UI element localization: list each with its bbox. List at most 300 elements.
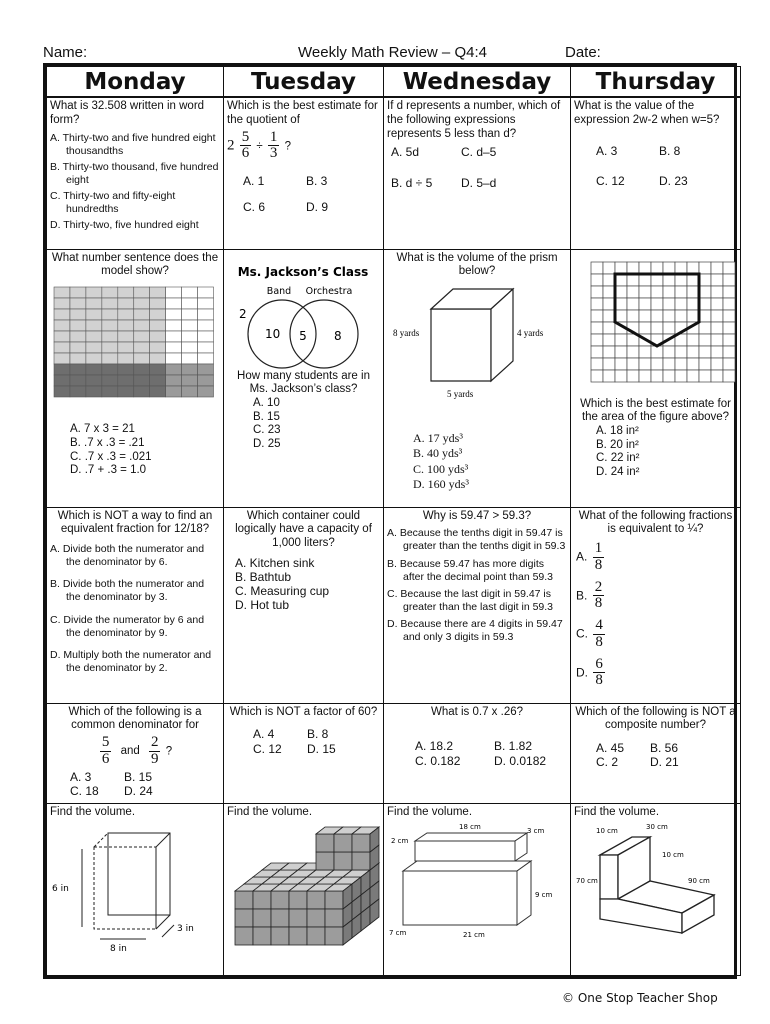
grid-cell <box>651 274 663 286</box>
grid-cell <box>651 370 663 382</box>
grid-cell <box>134 320 150 331</box>
grid-cell <box>591 358 603 370</box>
grid-cell <box>711 322 723 334</box>
grid-cell <box>603 298 615 310</box>
question: Why is 59.47 > 59.3? <box>422 509 532 522</box>
grid-cell <box>675 358 687 370</box>
grid-cell <box>639 310 651 322</box>
grid-cell <box>150 375 166 386</box>
cube-front <box>325 909 343 927</box>
grid-cell <box>615 286 627 298</box>
prompt: Find the volume. <box>387 805 473 818</box>
grid-cell <box>86 353 102 364</box>
option-a: A. Because the tenths digit in 59.47 is greater than the tenths digit in 59.3 <box>387 527 566 553</box>
option-b: B. Because 59.47 has more digits after the decimal point than 59.3 <box>387 557 554 583</box>
option-b: B. Thirty-two thousand, five hundred eight <box>50 160 219 186</box>
grid-cell <box>150 298 166 309</box>
cube-front <box>316 852 334 870</box>
grid-cell <box>166 287 182 298</box>
grid-cell <box>723 262 735 274</box>
grid-cell <box>687 298 699 310</box>
grid-cell <box>591 346 603 358</box>
option-a: A. 45 <box>596 741 625 756</box>
cube-front <box>253 927 271 945</box>
cube-front <box>307 891 325 909</box>
grid-cell <box>118 287 134 298</box>
cube-front <box>316 834 334 852</box>
option-b: B. 8 <box>659 143 681 158</box>
dim-right: 4 yards <box>517 328 544 339</box>
option-b: B. 1.82 <box>494 739 533 754</box>
option-c: C. 22 in² <box>596 452 640 465</box>
day-thursday: Thursday <box>571 67 741 98</box>
cell-tue-4 <box>224 703 384 803</box>
grid-cell <box>166 353 182 364</box>
option-b: B. Divide both the numerator and the denominator by 3. <box>50 578 205 604</box>
option-d: D. .7 + .3 = 1.0 <box>70 464 147 477</box>
grid-cell <box>54 287 70 298</box>
option-d: D. Thirty-two, five hundred eight <box>50 219 199 232</box>
grid-cell <box>711 358 723 370</box>
question: What is 32.508 written in word form? <box>50 100 205 126</box>
grid-cell <box>182 353 198 364</box>
grid-cell <box>182 287 198 298</box>
grid-cell <box>615 274 627 286</box>
option-a: A. 18.2 <box>415 739 454 754</box>
grid-cell <box>699 358 711 370</box>
grid-cell <box>639 358 651 370</box>
grid-cell <box>723 370 735 382</box>
option-d: D. 9 <box>306 200 329 215</box>
cell-mon-3 <box>47 507 224 703</box>
grid-cell <box>723 298 735 310</box>
grid-cell <box>166 375 182 386</box>
cell-thu-4 <box>571 703 741 803</box>
grid-cell <box>54 375 70 386</box>
grid-cell <box>663 274 675 286</box>
cube-back <box>94 847 156 929</box>
grid-cell <box>639 262 651 274</box>
whole-number: 2 <box>227 136 235 153</box>
cube-edge <box>156 915 170 929</box>
grid-cell <box>651 322 663 334</box>
decimal-grid-model <box>50 285 218 401</box>
grid-cell <box>198 342 214 353</box>
grid-cell <box>166 298 182 309</box>
option-d: D. Hot tub <box>235 598 290 613</box>
dim-b: 30 cm <box>646 823 668 832</box>
grid-cell <box>615 298 627 310</box>
grid-cell <box>182 386 198 397</box>
grid-cell <box>166 342 182 353</box>
question: Which of the following is a common denominator for <box>68 705 202 732</box>
grid-cell <box>70 375 86 386</box>
grid-cell <box>687 370 699 382</box>
option-a: A. 7 x 3 = 21 <box>70 423 135 436</box>
grid-cell <box>54 386 70 397</box>
venn-diagram <box>227 256 379 366</box>
grid-cell <box>687 334 699 346</box>
grid-cell <box>675 286 687 298</box>
option-d: D. 0.0182 <box>494 753 547 768</box>
cube-front <box>325 891 343 909</box>
option-a: A. Kitchen sink <box>235 555 315 570</box>
grid-cell <box>591 298 603 310</box>
grid-cell <box>102 309 118 320</box>
grid-cell <box>699 322 711 334</box>
dim-a: 10 cm <box>596 827 618 836</box>
grid-cell <box>651 286 663 298</box>
option-a: A. 17 yds³ <box>413 431 463 446</box>
grid-cell <box>134 331 150 342</box>
grid-cell <box>711 346 723 358</box>
grid-cell <box>134 386 150 397</box>
grid-cell <box>118 309 134 320</box>
date-label: Date: <box>565 44 601 61</box>
grid-cell <box>70 342 86 353</box>
prompt: Find the volume. <box>227 805 313 818</box>
option-b: B. 56 <box>650 741 679 756</box>
grid-cell <box>687 274 699 286</box>
dim-bottom-length: 21 cm <box>463 931 485 940</box>
option-a: A. 3 <box>70 769 92 784</box>
grid-cell <box>615 358 627 370</box>
question: Which is NOT a factor of 60? <box>229 705 378 718</box>
grid-cell <box>86 342 102 353</box>
grid-cell <box>70 364 86 375</box>
grid-cell <box>118 331 134 342</box>
grid-cell <box>134 342 150 353</box>
cube-front <box>271 927 289 945</box>
option-b: B. Bathtub <box>235 570 292 585</box>
grid-cell <box>118 375 134 386</box>
grid-cell <box>663 346 675 358</box>
prism-front <box>431 309 491 381</box>
dim-width: 8 in <box>110 944 127 955</box>
option-c: C. 12 <box>596 173 625 188</box>
option-a: A. 10 <box>253 397 280 410</box>
grid-cell <box>70 287 86 298</box>
worksheet-grid <box>43 63 737 979</box>
cell-wed-2 <box>384 249 571 507</box>
prompt: Find the volume. <box>574 805 660 818</box>
grid-cell <box>54 331 70 342</box>
dim-bottom-width: 7 cm <box>389 929 407 938</box>
grid-cell <box>603 322 615 334</box>
grid-cell <box>723 310 735 322</box>
grid-cell <box>723 322 735 334</box>
question: Which is the best estimate for the area of the figure above? <box>580 397 731 424</box>
top-prism-front <box>415 841 515 861</box>
option-b: B. $\frac{2}{8}$ <box>576 578 603 612</box>
question: What is 0.7 x .26? <box>430 705 524 718</box>
venn-title: Ms. Jackson’s Class <box>237 264 369 279</box>
grid-cell <box>166 364 182 375</box>
question: Which container could logically have a capacity of 1,000 liters? <box>235 509 372 550</box>
option-c: C. 100 yds³ <box>413 461 469 476</box>
grid-cell <box>687 346 699 358</box>
option-c: C. $\frac{4}{8}$ <box>576 617 603 650</box>
grid-cell <box>198 386 214 397</box>
grid-cell <box>54 353 70 364</box>
option-a: A. 18 in² <box>596 425 639 438</box>
grid-cell <box>675 310 687 322</box>
cube-front <box>253 909 271 927</box>
grid-cell <box>675 298 687 310</box>
grid-cell <box>150 287 166 298</box>
grid-cell <box>198 375 214 386</box>
stacked-prisms-figure <box>387 821 567 951</box>
cube-front <box>289 891 307 909</box>
option-d: D. 24 <box>124 783 153 798</box>
cell-thu-3 <box>571 507 741 703</box>
option-a: A. Thirty-two and five hundred eight thousandths <box>50 131 216 157</box>
grid-cell <box>102 287 118 298</box>
cell-tue-3 <box>224 507 384 703</box>
grid-cell <box>723 334 735 346</box>
option-d: D. 23 <box>659 173 688 188</box>
grid-cell <box>711 298 723 310</box>
cube-front <box>334 852 352 870</box>
grid-cell <box>591 262 603 274</box>
grid-cell <box>651 310 663 322</box>
grid-cell <box>70 386 86 397</box>
grid-cell <box>198 364 214 375</box>
dim-height: 6 in <box>52 884 69 895</box>
day-wednesday: Wednesday <box>384 67 571 98</box>
grid-cell <box>182 364 198 375</box>
grid-cell <box>182 309 198 320</box>
grid-cell <box>639 286 651 298</box>
venn-middle: 5 <box>299 328 307 343</box>
grid-cell <box>639 274 651 286</box>
grid-cell <box>86 386 102 397</box>
operator: ÷ <box>256 139 263 152</box>
grid-cell <box>639 370 651 382</box>
grid-cell <box>603 346 615 358</box>
cell-wed-5 <box>384 803 571 976</box>
grid-cell <box>639 322 651 334</box>
grid-cell <box>182 320 198 331</box>
grid-cell <box>86 375 102 386</box>
grid-cell <box>699 274 711 286</box>
dim-len: 90 cm <box>688 877 710 886</box>
l-front-upper <box>600 855 618 899</box>
option-b: B. 3 <box>306 174 328 189</box>
option-c: C. 0.182 <box>415 753 461 768</box>
dim-h: 70 cm <box>576 877 598 886</box>
grid-cell <box>711 370 723 382</box>
grid-cell <box>663 262 675 274</box>
cell-mon-2 <box>47 249 224 507</box>
grid-cell <box>603 262 615 274</box>
venn-label-band: Band <box>266 285 292 297</box>
grid-cell <box>687 262 699 274</box>
grid-cell <box>70 309 86 320</box>
option-c: C. 6 <box>243 200 266 215</box>
grid-cell <box>615 262 627 274</box>
grid-cell <box>711 286 723 298</box>
grid-cell <box>102 375 118 386</box>
grid-cell <box>102 353 118 364</box>
grid-cell <box>627 358 639 370</box>
grid-cell <box>182 342 198 353</box>
cube-front <box>352 852 370 870</box>
cube-front <box>235 891 253 909</box>
cube-front <box>307 927 325 945</box>
l-shape-prism-figure <box>574 821 738 951</box>
option-a: A. Divide both the numerator and the denominator by 6. <box>50 543 205 569</box>
cube-front <box>235 927 253 945</box>
option-d: D. 160 yds³ <box>413 477 469 492</box>
cube-front <box>235 909 253 927</box>
grid-cell <box>134 309 150 320</box>
option-d: D. 15 <box>307 741 336 756</box>
option-c: C. d–5 <box>461 145 497 160</box>
grid-cell <box>591 370 603 382</box>
question: Which is NOT a way to find an equivalent fraction for 12/18? <box>57 509 213 536</box>
grid-cell <box>150 309 166 320</box>
cube-front <box>352 834 370 852</box>
grid-cell <box>86 309 102 320</box>
grid-cell <box>699 310 711 322</box>
option-c: C. Thirty-two and fifty-eight hundredths <box>50 190 176 216</box>
day-tuesday: Tuesday <box>224 67 384 98</box>
grid-cell <box>675 262 687 274</box>
grid-cell <box>166 386 182 397</box>
grid-cell <box>54 364 70 375</box>
option-a: A. $\frac{1}{8}$ <box>576 540 603 573</box>
grid-cell <box>627 298 639 310</box>
grid-cell <box>687 310 699 322</box>
grid-cell <box>70 298 86 309</box>
venn-label-orchestra: Orchestra <box>305 285 353 297</box>
grid-cell <box>134 375 150 386</box>
grid-cell <box>699 298 711 310</box>
grid-cell <box>615 334 627 346</box>
venn-outside: 2 <box>239 306 247 321</box>
prism-figure <box>387 281 567 400</box>
grid-cell <box>699 286 711 298</box>
grid-cell <box>603 370 615 382</box>
option-b: B. 20 in² <box>596 438 639 451</box>
grid-cell <box>150 320 166 331</box>
option-b: B. 40 yds³ <box>413 446 463 461</box>
grid-cell <box>627 262 639 274</box>
cell-wed-3 <box>384 507 571 703</box>
grid-cell <box>663 322 675 334</box>
question: If d represents a number, which of the following expressions represents 5 less than d? <box>387 100 561 140</box>
dim-top-width: 2 cm <box>391 837 409 846</box>
option-b: B. 15 <box>124 769 153 784</box>
grid-cell <box>699 334 711 346</box>
grid-cell <box>118 353 134 364</box>
cube-outline-figure <box>50 819 220 955</box>
option-c: C. 12 <box>253 741 282 756</box>
dim-top-length: 18 cm <box>459 823 481 832</box>
grid-cell <box>102 364 118 375</box>
option-d: D. 5–d <box>461 175 497 190</box>
grid-cell <box>591 334 603 346</box>
grid-cell <box>591 322 603 334</box>
grid-cell <box>627 370 639 382</box>
grid-cell <box>166 331 182 342</box>
dim-bottom-height: 9 cm <box>535 891 553 900</box>
grid-cell <box>70 353 86 364</box>
grid-cell <box>86 298 102 309</box>
area-grid-figure <box>589 260 739 390</box>
grid-cell <box>639 298 651 310</box>
grid-cell <box>663 286 675 298</box>
grid-cell <box>663 370 675 382</box>
dim-bottom: 5 yards <box>447 389 474 400</box>
grid-cell <box>54 320 70 331</box>
grid-cell <box>134 287 150 298</box>
grid-cell <box>102 331 118 342</box>
cube-front <box>271 909 289 927</box>
venn-right: 8 <box>334 328 342 343</box>
grid-cell <box>102 298 118 309</box>
cell-wed-4 <box>384 703 571 803</box>
option-b: B. .7 x .3 = .21 <box>70 436 145 449</box>
cell-mon-4 <box>47 703 224 803</box>
cube-front <box>325 927 343 945</box>
grid-cell <box>198 353 214 364</box>
question: Which is the best estimate for the quotient of <box>227 100 378 126</box>
option-a: A. 1 <box>243 174 265 189</box>
grid-cell <box>86 320 102 331</box>
option-d: D. 25 <box>253 437 281 450</box>
grid-cell <box>198 298 214 309</box>
grid-cell <box>198 287 214 298</box>
unit-cubes-figure <box>227 823 381 953</box>
bottom-prism-top <box>403 861 531 871</box>
fraction-2: $\frac{1}{3}$ <box>269 128 278 162</box>
cell-mon-5 <box>47 803 224 976</box>
grid-cell <box>591 286 603 298</box>
option-c: C. Divide the numerator by 6 and the denominator by 9. <box>50 613 205 639</box>
grid-cell <box>118 320 134 331</box>
grid-cell <box>687 286 699 298</box>
bottom-prism-front <box>403 871 517 925</box>
cell-thu-2 <box>571 249 741 507</box>
grid-cell <box>134 353 150 364</box>
grid-cell <box>603 334 615 346</box>
cube-front <box>253 891 271 909</box>
copyright: © One Stop Teacher Shop <box>562 991 718 1005</box>
grid-cell <box>699 262 711 274</box>
depth-arrow <box>162 925 174 937</box>
cell-wed-1 <box>384 97 571 249</box>
option-c: C. 23 <box>253 424 281 437</box>
grid-cell <box>687 358 699 370</box>
grid-cell <box>711 262 723 274</box>
grid-cell <box>591 310 603 322</box>
cube-front <box>271 891 289 909</box>
grid-cell <box>54 298 70 309</box>
option-c: C. Because the last digit in 59.47 is greater than the last digit in 59.3 <box>387 587 554 613</box>
grid-cell <box>182 331 198 342</box>
question: What number sentence does the model show? <box>51 251 219 278</box>
dim-top-height: 3 cm <box>527 827 545 836</box>
cell-tue-1 <box>224 97 384 249</box>
cube-front <box>307 909 325 927</box>
grid-cell <box>86 364 102 375</box>
cell-thu-1 <box>571 97 741 249</box>
option-a: A. 5d <box>391 145 420 160</box>
grid-cell <box>663 310 675 322</box>
grid-cell <box>603 286 615 298</box>
